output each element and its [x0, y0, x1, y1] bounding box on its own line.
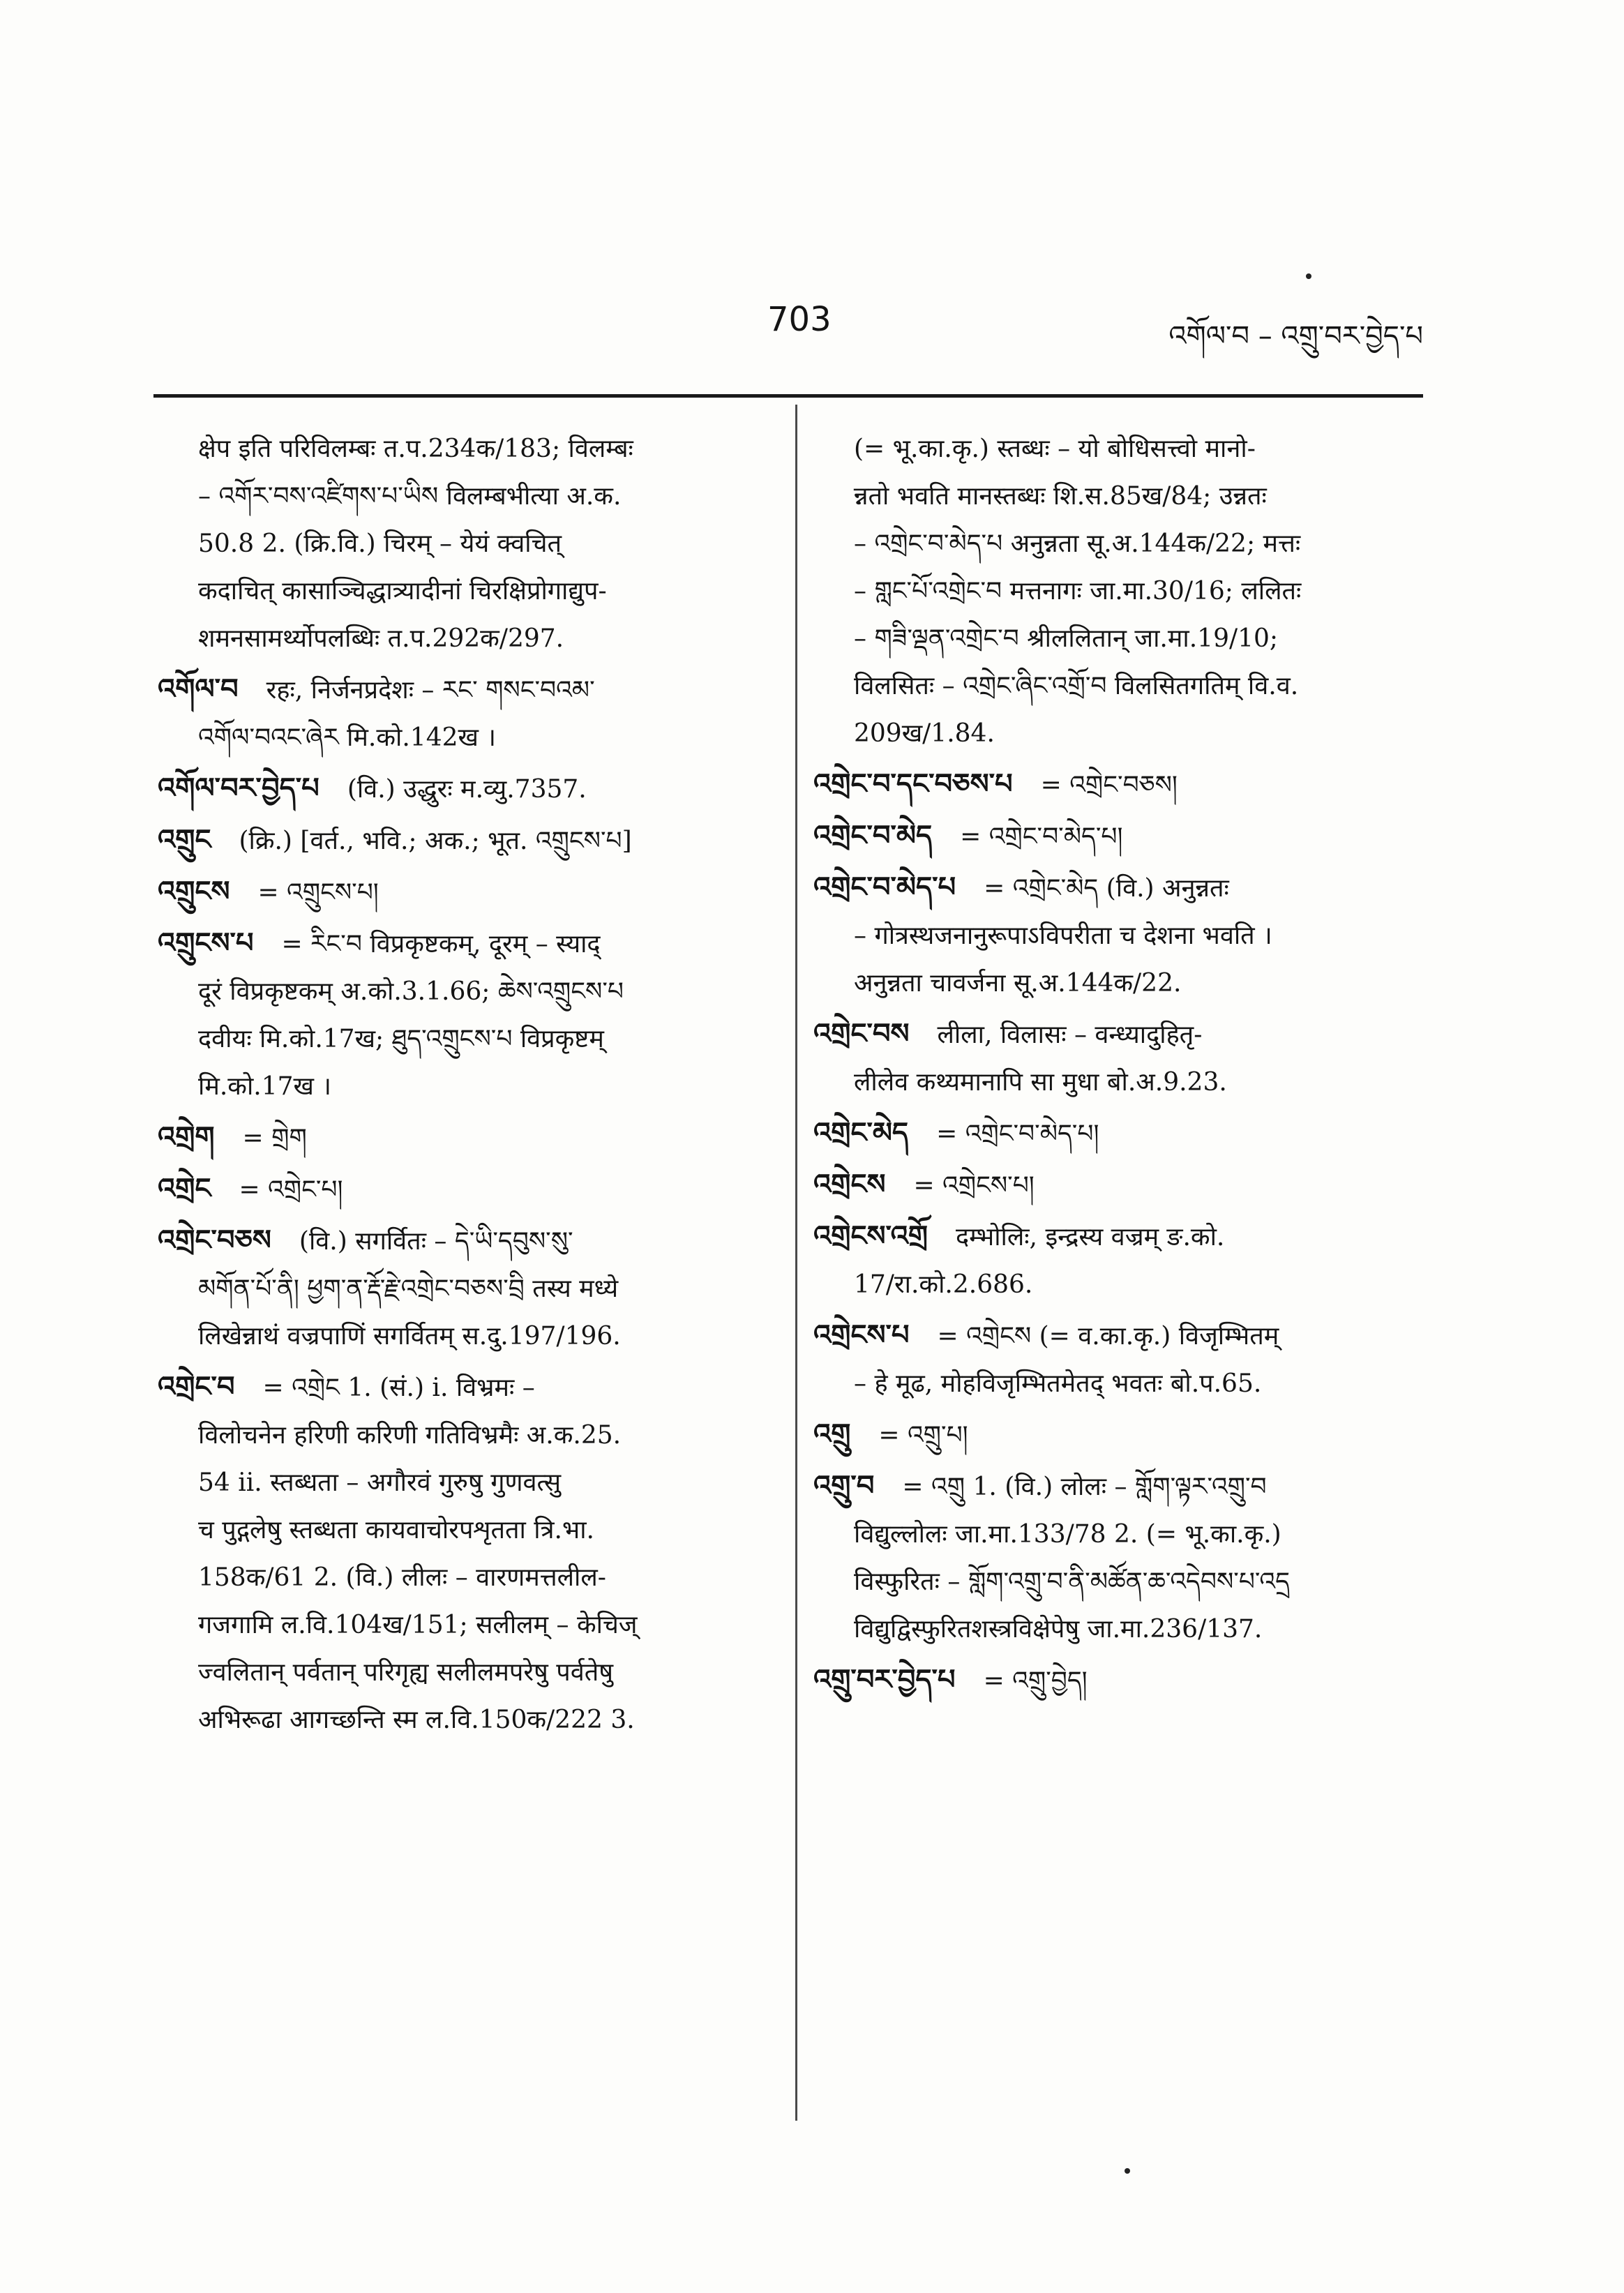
- entry-text: = འགྲུ་བྱེད།: [983, 1667, 1088, 1695]
- entry-text: = རིང་བ विप्रकृष्टकम्, दूरम् – स्याद्: [281, 930, 601, 958]
- entry-text: दूरं विप्रकृष्टकम् अ.को.3.1.66; ཆེས་འགྲུངས་པ: [198, 977, 624, 1006]
- right-column: [813, 426, 1420, 1708]
- entry-text: विस्फुरितः – གློག་འགྲུ་བ་ནི་མཚོན་ཆ་འདེབས་པ་འདྲ: [854, 1567, 1290, 1596]
- headword: འགྲུ་བར་བྱེད་པ: [813, 1664, 956, 1696]
- entry-line: [158, 615, 765, 663]
- entry-text: (वि.) सगर्वितः – དེ་ཡི་དབུས་སུ་: [299, 1227, 573, 1256]
- entry-text: गजगामि ल.वि.104ख/151; सलीलम् – केचिज्: [198, 1611, 638, 1639]
- entry-line: [813, 1411, 1420, 1459]
- entry-text: = འགྲེང་མེད (वि.) अनुन्नतः: [984, 874, 1229, 903]
- headword: འགྲུངས་པ: [158, 927, 254, 959]
- entry-text: – गोत्रस्थजनानुरूपाऽविपरीता च देशना भवति ।: [854, 922, 1272, 950]
- entry-line: [158, 1649, 765, 1697]
- entry-line: [158, 868, 765, 917]
- entry-line: [158, 426, 765, 473]
- headword: འགྲེང་བ་མེད: [813, 820, 933, 852]
- entry-line: [158, 1165, 765, 1214]
- entry-text: = འགྲེང 1. (सं.) i. विभ्रमः –: [262, 1374, 535, 1402]
- left-column: [158, 426, 765, 1747]
- entry-text: = འགྲུ 1. (वि.) लोलः – གློག་ལྟར་འགྲུ་བ: [902, 1473, 1267, 1501]
- page-header: [153, 300, 1423, 363]
- entry-text: न्नतो भवति मानस्तब्धः शि.स.85ख/84; उन्नतः: [854, 482, 1267, 511]
- dictionary-entry: [158, 1217, 765, 1360]
- headword: འགོལ་བར་བྱེད་པ: [158, 772, 319, 804]
- entry-line: [158, 1507, 765, 1554]
- entry-text: कदाचित् कासाञ्चिद्धात्र्यादीनां चिरक्षिप्रोगाद्युप-: [198, 577, 607, 606]
- entry-line: [158, 473, 765, 520]
- entry-line: [813, 912, 1420, 960]
- dictionary-entry: [813, 1311, 1420, 1408]
- dictionary-entry: [158, 765, 765, 813]
- entry-line: [813, 1010, 1420, 1059]
- entry-text: अनुन्नता चावर्जना सू.अ.144क/22.: [854, 969, 1182, 998]
- entry-line: [158, 1697, 765, 1744]
- entry-text: विद्युद्विस्फुरितशस्त्रविक्षेपेषु जा.मा.236/137.: [854, 1615, 1263, 1644]
- dictionary-entry: [158, 868, 765, 917]
- dictionary-entry: [813, 1411, 1420, 1459]
- entry-line: [813, 960, 1420, 1007]
- header-rule: [153, 394, 1423, 398]
- entry-text: = གྲེག: [242, 1124, 307, 1152]
- headword: འགྲུ་བ: [813, 1470, 875, 1502]
- headword: འགྲེག: [158, 1121, 215, 1153]
- dictionary-entry: [158, 666, 765, 762]
- headword: འགྲུངས: [158, 875, 230, 908]
- headword: འགྲེང་བ་མེད་པ: [813, 871, 956, 903]
- entry-line: [158, 765, 765, 813]
- headword: འགྲེང་བ: [158, 1371, 235, 1403]
- entry-line: [813, 1261, 1420, 1309]
- headword: འགྲེངས་པ: [813, 1319, 910, 1351]
- dictionary-entry: [813, 1161, 1420, 1210]
- entry-text: – हे मूढ, मोहविजृम्भितमेतद् भवतः बो.प.65.: [854, 1369, 1262, 1398]
- entry-line: [813, 1161, 1420, 1210]
- entry-text: འགོལ་བའང་ཞེར मि.को.142ख ।: [198, 723, 497, 752]
- dictionary-entry: [813, 1656, 1420, 1705]
- entry-text: = འགྲེང་བཅས།: [1040, 771, 1178, 799]
- entry-text: च पुद्गलेषु स्तब्धता कायवाचोरपशृतता त्रि.भा.: [198, 1516, 594, 1544]
- entry-text: लिखेन्नाथं वज्रपाणिं सगर्वितम् स.दु.197/196.: [198, 1322, 621, 1351]
- entry-text: ज्वलितान् पर्वतान् परिगृह्य सलीलमपरेषु पर्वतेषु: [198, 1658, 614, 1687]
- entry-line: [158, 1412, 765, 1459]
- entry-text: (= भू.का.कृ.) स्तब्धः – यो बोधिसत्त्वो मानो-: [854, 435, 1256, 463]
- entry-text: शमनसामर्थ्योपलब्धिः त.प.292क/297.: [198, 624, 564, 653]
- entry-line: [158, 666, 765, 714]
- entry-line: [813, 568, 1420, 615]
- entry-line: [158, 1363, 765, 1412]
- speck-mark: [1306, 273, 1311, 279]
- column-divider: [795, 405, 797, 2121]
- entry-line: [158, 968, 765, 1016]
- entry-line: [158, 1313, 765, 1360]
- entry-text: 17/रा.को.2.686.: [854, 1270, 1033, 1299]
- entry-line: [813, 760, 1420, 809]
- dictionary-entry: [813, 1212, 1420, 1309]
- entry-line: [158, 816, 765, 865]
- dictionary-entry: [158, 919, 765, 1111]
- entry-line: [158, 1063, 765, 1111]
- entry-line: [813, 710, 1420, 758]
- entry-text: – འགྲེང་བ་མེད་པ अनुन्नता सू.अ.144क/22; मत्तः: [854, 529, 1301, 558]
- page-number: 703: [767, 300, 832, 339]
- entry-text: = འགྲུངས་པ།: [257, 878, 379, 907]
- entry-line: [158, 1217, 765, 1265]
- entry-line: [813, 426, 1420, 473]
- entry-text: 54 ii. स्तब्धता – अगौरवं गुरुषु गुणवत्सु: [198, 1468, 562, 1497]
- dictionary-entry: [813, 1109, 1420, 1158]
- headword: འགྲེང་བས: [813, 1018, 910, 1050]
- entry-text: विलोचनेन हरिणी करिणी गतिविभ्रमैः अ.क.25.: [198, 1421, 622, 1450]
- entry-line: [813, 864, 1420, 912]
- entry-line: [813, 1462, 1420, 1511]
- entry-text: मि.को.17ख ।: [198, 1072, 332, 1101]
- dictionary-entry: [158, 426, 765, 663]
- dictionary-entry: [813, 812, 1420, 861]
- entry-text: – གླང་པོ་འགྲེང་བ मत्तनागः जा.मा.30/16; ललितः: [854, 577, 1302, 606]
- running-head: འགོལ་བ – འགྲུ་བར་བྱེད་པ: [1168, 320, 1423, 352]
- entry-text: = འགྲེང་བ་མེད་པ།: [936, 1120, 1099, 1148]
- entry-text: = འགྲེངས (= व.का.कृ.) विजृम्भितम्: [937, 1322, 1279, 1351]
- headword: འགྲེང་བཅས: [158, 1224, 271, 1256]
- headword: འགྲེང་བ་དང་བཅས་པ: [813, 768, 1013, 800]
- entry-line: [813, 1558, 1420, 1606]
- dictionary-entry: [813, 864, 1420, 1007]
- entry-line: [813, 1606, 1420, 1653]
- entry-text: रहः, निर्जनप्रदेशः – རང་ གསང་བའམ་: [266, 676, 595, 705]
- entry-line: [813, 1059, 1420, 1106]
- entry-text: = འགྲུ་པ།: [878, 1421, 968, 1450]
- headword: འགྲེང་མེད: [813, 1117, 909, 1149]
- entry-text: (क्रि.) [वर्त., भवि.; अक.; भूत. འགྲུངས་པ]: [239, 827, 632, 855]
- entry-line: [158, 520, 765, 568]
- entry-line: [158, 714, 765, 762]
- entry-text: – གཟི་ལྡན་འགྲེང་བ श्रीललितान् जा.मा.19/10;: [854, 624, 1279, 653]
- entry-line: [813, 1212, 1420, 1261]
- headword: འགོལ་བ: [158, 673, 239, 705]
- entry-text: दवीयः मि.को.17ख; ཐུད་འགྲུངས་པ विप्रकृष्टम्: [198, 1025, 604, 1053]
- entry-text: लीलेव कथ्यमानापि सा मुधा बो.अ.9.23.: [854, 1068, 1227, 1097]
- entry-text: 209ख/1.84.: [854, 719, 995, 748]
- headword: འགྲུང: [158, 824, 211, 856]
- dictionary-entry: [158, 1165, 765, 1214]
- dictionary-entry: [813, 760, 1420, 809]
- entry-text: क्षेप इति परिविलम्बः त.प.234क/183; विलम्बः: [198, 435, 633, 463]
- entry-line: [158, 1265, 765, 1313]
- entry-text: མགོན་པོ་ནི། ཕྱག་ན་རྡོ་རྗེ་འགྲེང་བཅས་བྲི तस्य मध्ये: [198, 1275, 619, 1303]
- headword: འགྲེངས་འགྲོ: [813, 1220, 928, 1252]
- entry-line: [158, 1113, 765, 1162]
- entry-line: [158, 1602, 765, 1649]
- dictionary-entry: [158, 1363, 765, 1744]
- dictionary-entry: [813, 1462, 1420, 1653]
- entry-line: [158, 1554, 765, 1602]
- entry-text: लीला, विलासः – वन्ध्यादुहितृ-: [937, 1021, 1203, 1049]
- entry-text: विद्युल्लोलः जा.मा.133/78 2. (= भू.का.कृ.): [854, 1520, 1281, 1549]
- entry-line: [813, 1511, 1420, 1558]
- entry-line: [813, 1311, 1420, 1360]
- entry-text: = འགྲེང་བ་མེད་པ།: [960, 822, 1123, 851]
- entry-line: [813, 1360, 1420, 1408]
- entry-line: [158, 568, 765, 615]
- entry-text: दम्भोलिः, इन्द्रस्य वज्रम् ङ.को.: [956, 1223, 1225, 1251]
- entry-text: (वि.) उद्धुरः म.व्यु.7357.: [347, 775, 587, 804]
- speck-mark: [1125, 2168, 1130, 2174]
- entry-line: [813, 663, 1420, 710]
- entry-line: [813, 812, 1420, 861]
- entry-line: [158, 1459, 765, 1507]
- entry-text: = འགྲེངས་པ།: [913, 1171, 1035, 1200]
- entry-line: [158, 919, 765, 968]
- entry-line: [813, 1656, 1420, 1705]
- headword: འགྲེང: [158, 1173, 211, 1205]
- entry-line: [813, 520, 1420, 568]
- headword: འགྲུ: [813, 1418, 851, 1450]
- entry-line: [813, 473, 1420, 520]
- dictionary-entry: [813, 426, 1420, 758]
- dictionary-entry: [158, 1113, 765, 1162]
- entry-text: – འགོར་བས་འཛིགས་པ་ཡིས विलम्बभीत्या अ.क.: [198, 482, 622, 511]
- entry-text: 158क/61 2. (वि.) लीलः – वारणमत्तलील-: [198, 1563, 606, 1592]
- entry-line: [158, 1016, 765, 1063]
- dictionary-entry: [813, 1010, 1420, 1106]
- entry-text: विलसितः – འགྲེང་ཞིང་འགྲོ་བ विलसितगतिम् वि.व.: [854, 672, 1299, 700]
- entry-line: [813, 615, 1420, 663]
- entry-text: 50.8 2. (क्रि.वि.) चिरम् – येयं क्वचित्: [198, 529, 562, 558]
- entry-text: = འགྲེང་པ།: [239, 1175, 343, 1204]
- headword: འགྲེངས: [813, 1168, 886, 1201]
- dictionary-entry: [158, 816, 765, 865]
- entry-line: [813, 1109, 1420, 1158]
- entry-text: अभिरूढा आगच्छन्ति स्म ल.वि.150क/222 3.: [198, 1706, 635, 1734]
